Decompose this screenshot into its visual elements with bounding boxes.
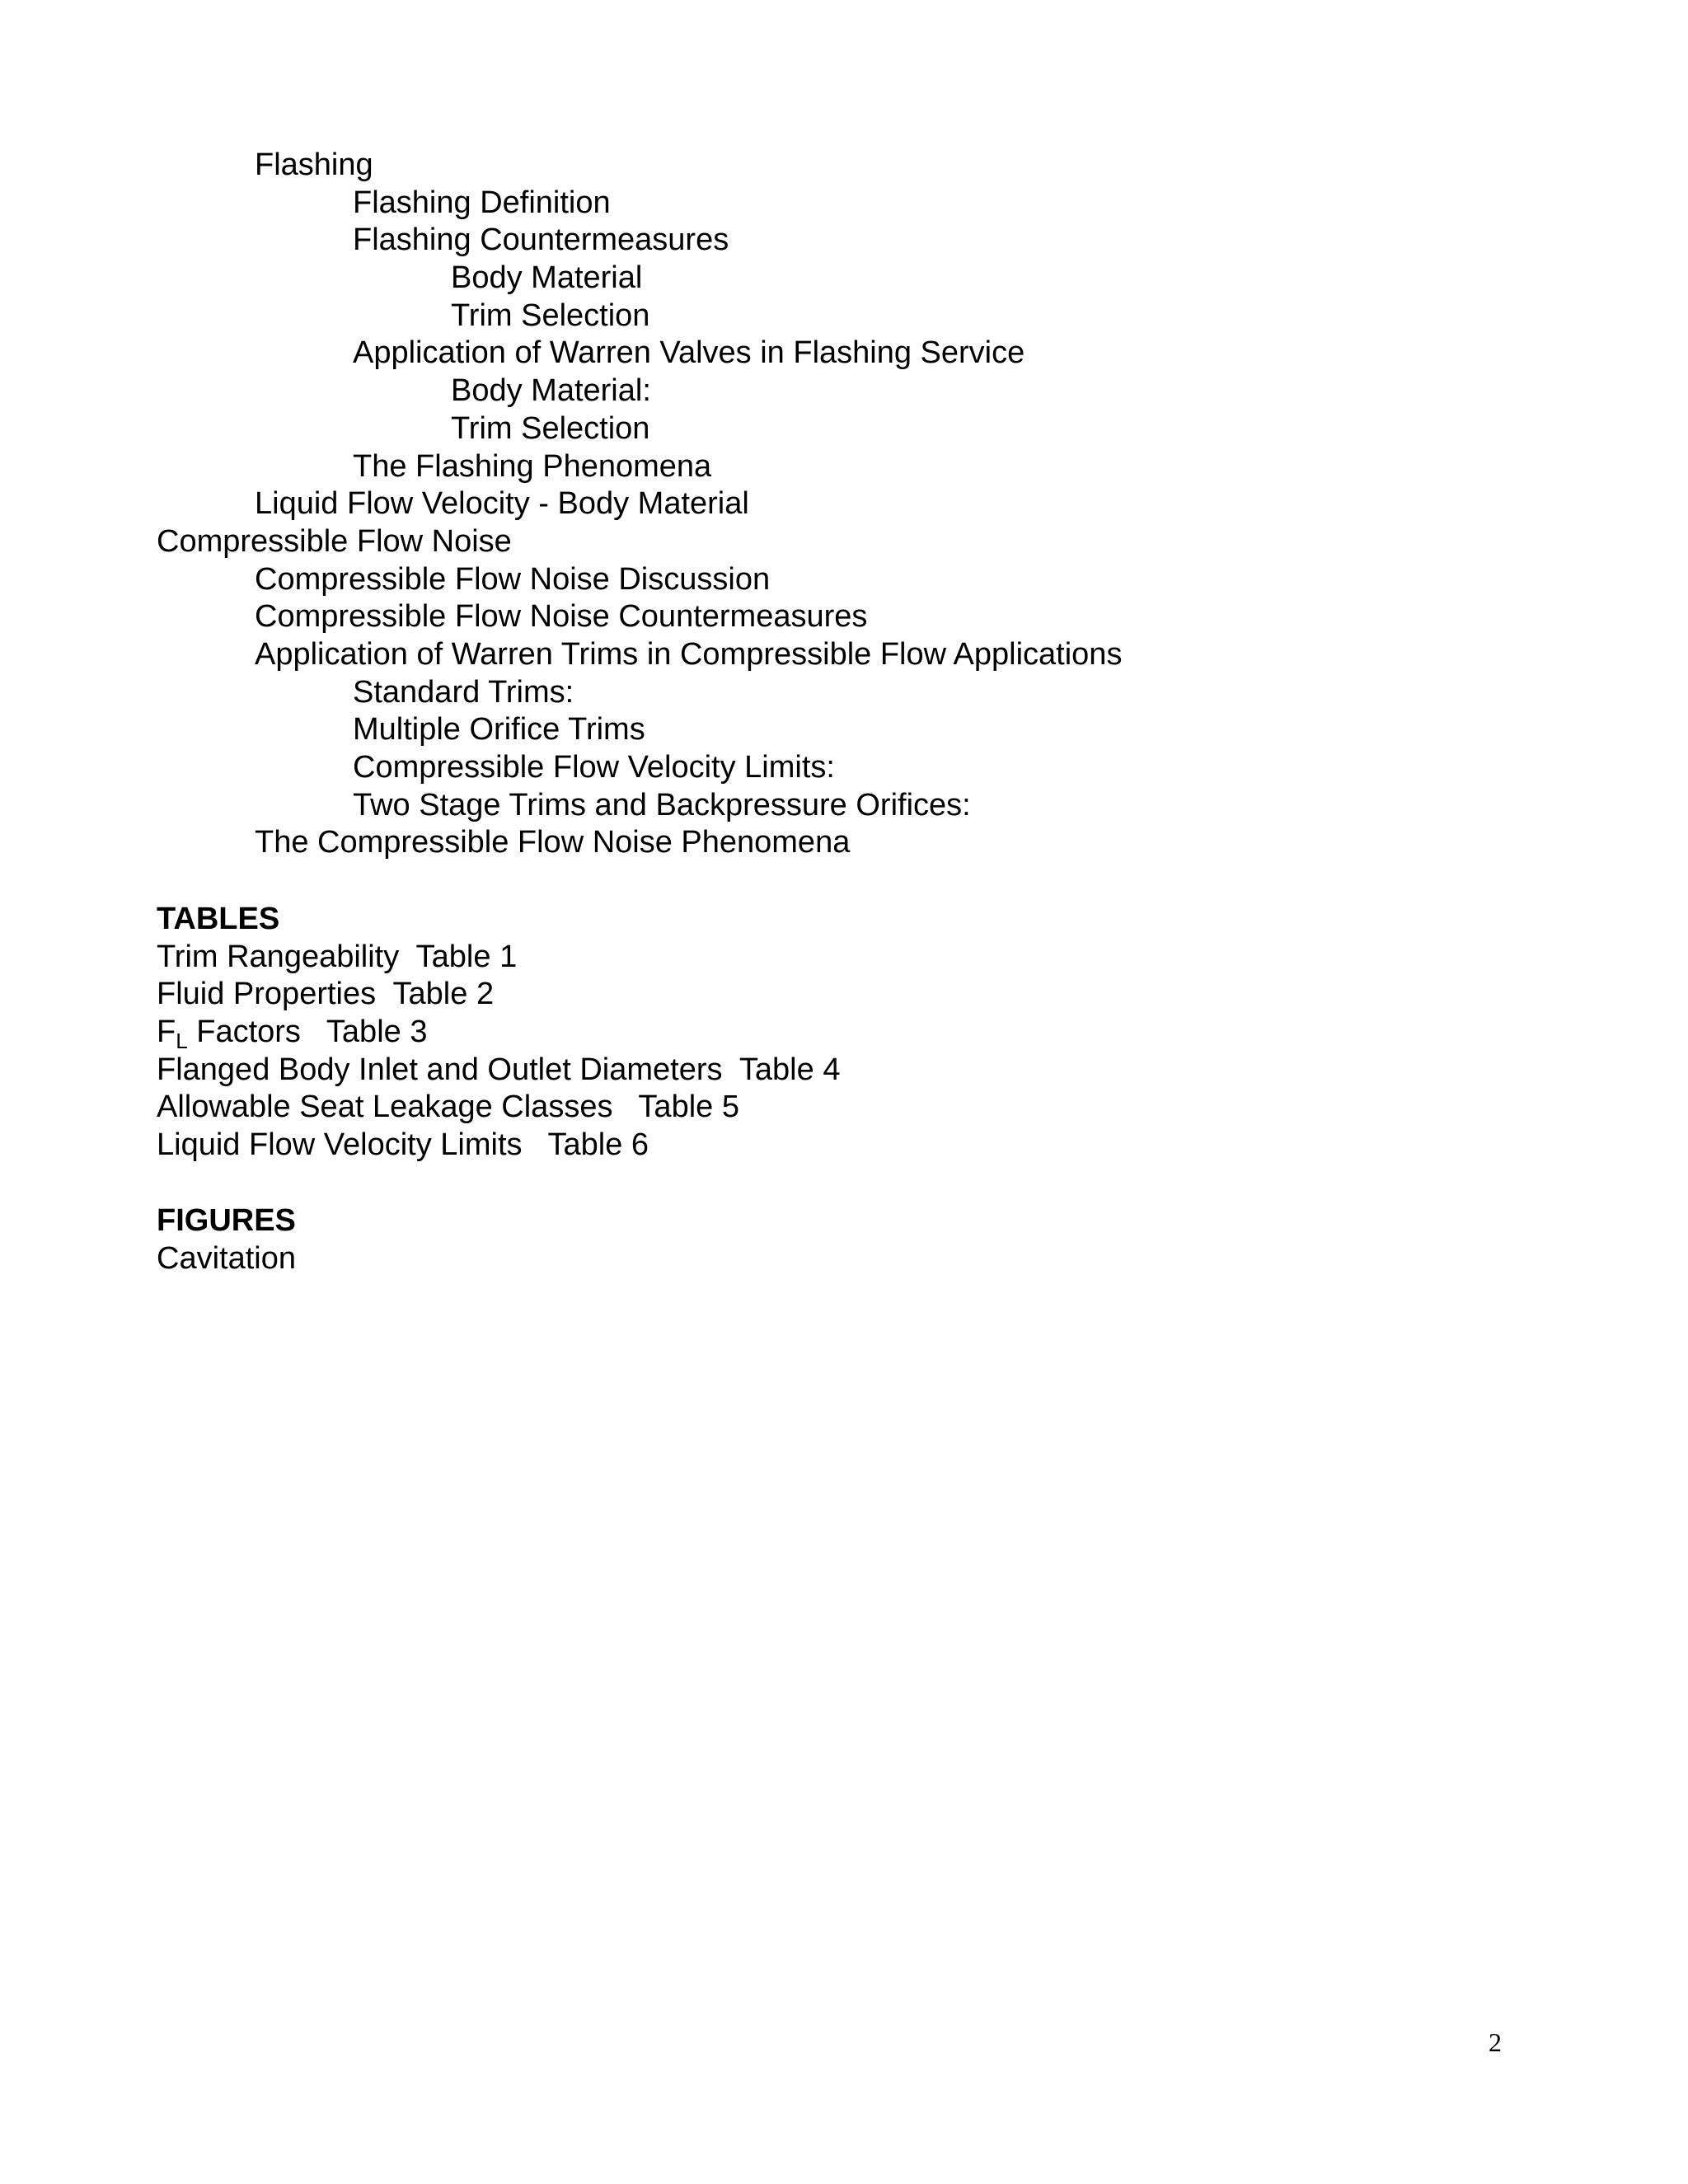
table-list-item: Trim Rangeability Table 1 [157,939,518,974]
toc-entry: Two Stage Trims and Backpressure Orifices: [353,787,971,823]
tables-section [157,901,1558,1165]
toc-entry: Compressible Flow Noise [157,523,512,559]
table-list-item [157,1014,1558,1052]
toc-entry: Application of Warren Valves in Flashing Service [353,335,1025,371]
fl-label-rest: Factors Table 3 [187,1015,428,1050]
table-of-contents [157,147,1558,862]
toc-entry: Application of Warren Trims in Compressible Flow Applications [255,636,1123,672]
toc-entry: Body Material: [451,373,651,409]
figures-section [157,1202,1558,1277]
table-list-item: Flanged Body Inlet and Outlet Diameters Table 4 [157,1052,841,1087]
toc-entry: Flashing Definition [353,185,611,220]
toc-entry: Compressible Flow Velocity Limits: [353,750,835,785]
table-list-item: Fluid Properties Table 2 [157,977,495,1012]
fl-subscript: L [176,1029,188,1054]
toc-entry: Body Material [451,260,643,296]
toc-entry: Flashing [255,148,373,182]
toc-entry: The Flashing Phenomena [353,448,712,484]
toc-entry: Trim Selection [451,298,650,333]
toc-entry: Trim Selection [451,410,650,446]
toc-entry: Multiple Orifice Trims [353,712,645,748]
toc-entry: Flashing Countermeasures [353,223,729,258]
tables-heading: TABLES [157,902,280,936]
toc-entry: Standard Trims: [353,674,574,710]
table-list-item: Liquid Flow Velocity Limits Table 6 [157,1127,649,1163]
figures-heading: FIGURES [157,1203,296,1238]
figure-list-item: Cavitation [157,1240,296,1276]
toc-entry: Liquid Flow Velocity - Body Material [255,486,749,522]
fl-symbol: F [157,1015,176,1050]
toc-entry: Compressible Flow Noise Countermeasures [255,599,868,635]
page-number: 2 [1489,2027,1502,2057]
toc-entry: The Compressible Flow Noise Phenomena [255,825,851,860]
table-list-item: Allowable Seat Leakage Classes Table 5 [157,1090,739,1125]
toc-entry: Compressible Flow Noise Discussion [255,561,771,597]
